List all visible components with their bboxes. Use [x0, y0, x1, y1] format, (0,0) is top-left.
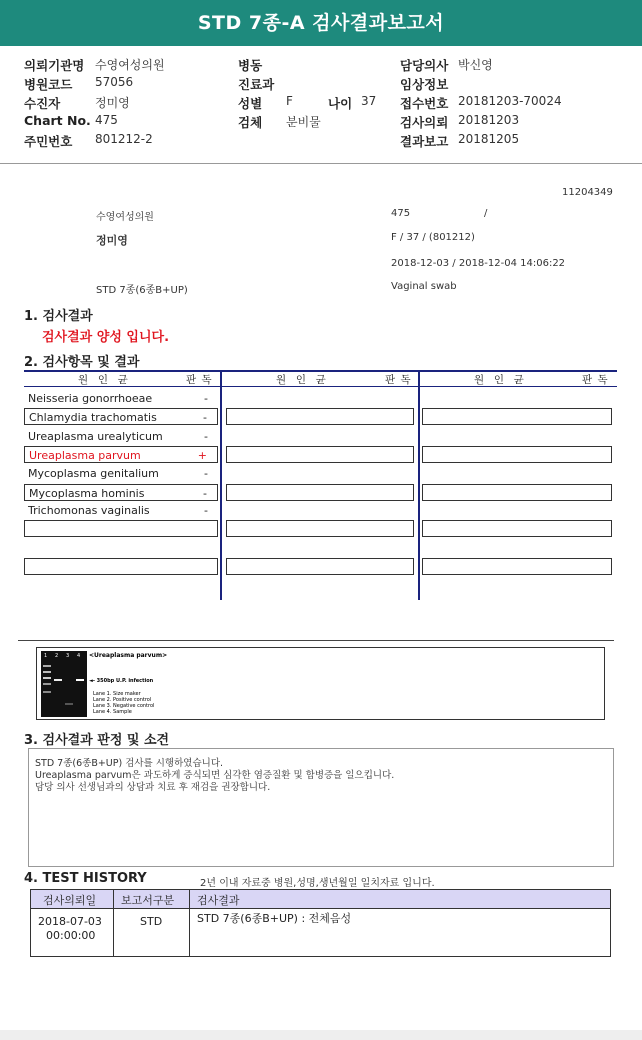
organism-name: Mycoplasma hominis	[29, 487, 145, 500]
gel-band	[54, 679, 62, 681]
history-col-divider	[189, 890, 190, 956]
result-row	[24, 484, 218, 501]
label-sex: 성별	[238, 96, 263, 111]
gel-image	[41, 651, 87, 717]
label-department: 진료과	[238, 77, 275, 92]
label-request-date: 검사의뢰	[400, 115, 449, 130]
history-header-date: 검사의뢰일	[43, 894, 97, 907]
result-row	[24, 428, 218, 445]
gel-legend: Lane 3. Negative control	[93, 703, 155, 709]
result-row	[24, 502, 218, 519]
label-receipt-number: 접수번호	[400, 96, 449, 111]
patient-name: 정미영	[95, 96, 130, 110]
hospital-code: 57056	[95, 75, 134, 89]
lane-number: 4	[77, 653, 81, 659]
specimen: 분비물	[286, 115, 321, 129]
label-report-date: 결과보고	[400, 134, 449, 149]
empty-row	[226, 446, 414, 463]
gel-band	[43, 665, 51, 667]
lane-number: 3	[66, 653, 70, 659]
section-4-title: 4. TEST HISTORY	[24, 871, 147, 886]
empty-row	[24, 520, 218, 537]
info-specimen: Vaginal swab	[391, 281, 457, 292]
col-head-organism-1: 원 인 균	[78, 374, 129, 386]
info-dates: 2018-12-03 / 2018-12-04 14:06:22	[391, 258, 566, 269]
gel-legend: Lane 1. Size maker	[93, 691, 141, 697]
organism-name: Mycoplasma genitalium	[28, 467, 159, 480]
info-test-name: STD 7종(6종B+UP)	[96, 285, 188, 296]
history-type: STD	[140, 915, 163, 928]
empty-row	[24, 558, 218, 575]
organism-name: Ureaplasma urealyticum	[28, 430, 163, 443]
section-divider	[18, 640, 614, 641]
empty-row	[226, 520, 414, 537]
result-row	[24, 408, 218, 425]
col-head-organism-2: 원 인 균	[276, 374, 327, 386]
opinion-box	[28, 748, 614, 867]
label-hospital-code: 병원코드	[24, 77, 73, 92]
info-sex-age: F / 37 / (801212)	[391, 232, 475, 243]
gel-electrophoresis-panel	[36, 647, 605, 720]
history-table	[30, 889, 611, 957]
empty-row	[226, 408, 414, 425]
judge-result: -	[204, 504, 208, 517]
judge-result: -	[203, 411, 207, 424]
label-ward: 병동	[238, 58, 263, 73]
label-patient: 수진자	[24, 96, 61, 111]
receipt-number: 20181203-70024	[458, 94, 562, 108]
gel-legend: Lane 4. Sample	[93, 709, 132, 715]
sex: F	[286, 94, 293, 108]
section-2-title: 2. 검사항목 및 결과	[24, 355, 140, 370]
opinion-line: Ureaplasma parvum은 과도하게 증식되면 심각한 염증질환 및 합병증을 일으킵니다.	[35, 770, 395, 781]
report-date: 20181205	[458, 132, 520, 146]
gel-title: <Ureaplasma parvum>	[89, 652, 168, 659]
column-divider-2	[418, 370, 420, 600]
positive-result-message: 검사결과 양성 입니다.	[42, 330, 170, 345]
gel-band	[43, 683, 51, 685]
label-resident-number: 주민번호	[24, 134, 73, 149]
organism-name: Ureaplasma parvum	[29, 449, 141, 462]
organism-name: Neisseria gonorrhoeae	[28, 392, 153, 405]
gel-band	[65, 703, 73, 705]
info-clinic: 수영여성의원	[96, 212, 154, 223]
result-row	[24, 465, 218, 482]
organism-name: Chlamydia trachomatis	[29, 411, 157, 424]
empty-row	[422, 446, 612, 463]
col-head-organism-3: 원 인 균	[474, 374, 525, 386]
history-note: 2년 이내 자료중 병원,성명,생년월일 일치자료 입니다.	[200, 878, 435, 889]
lab-code: 11204349	[562, 187, 613, 198]
info-slash: /	[484, 208, 488, 219]
info-chart: 475	[391, 208, 411, 219]
judge-result: +	[197, 449, 207, 462]
label-age: 나이	[328, 96, 353, 111]
col-head-judge-3: 판 독	[582, 374, 609, 386]
requesting-institution: 수영여성의원	[95, 58, 165, 72]
history-date: 2018-07-03	[38, 915, 102, 928]
empty-row	[422, 520, 612, 537]
header-divider	[0, 163, 642, 164]
judge-result: -	[204, 467, 208, 480]
age: 37	[361, 94, 377, 108]
info-patient-name: 정미영	[96, 234, 128, 247]
history-col-divider	[113, 890, 114, 956]
section-3-title: 3. 검사결과 판정 및 소견	[24, 733, 170, 748]
label-chart-no: Chart No.	[24, 113, 91, 128]
label-specimen: 검체	[238, 115, 263, 130]
history-result: STD 7종(6종B+UP) : 전체음성	[197, 912, 352, 925]
request-date: 20181203	[458, 113, 520, 127]
organism-name: Trichomonas vaginalis	[28, 504, 150, 517]
label-doctor: 담당의사	[400, 58, 449, 73]
history-table-header	[31, 890, 610, 909]
opinion-line: 담당 의사 선생님과의 상담과 치료 후 재검을 권장합니다.	[35, 782, 271, 793]
lane-number: 1	[44, 653, 48, 659]
footer-band	[0, 1030, 642, 1040]
chart-no: 475	[95, 113, 118, 127]
result-row-positive	[24, 446, 218, 463]
section-1-title: 1. 검사결과	[24, 309, 93, 324]
gel-band	[43, 677, 51, 679]
empty-row	[422, 558, 612, 575]
history-header-result: 검사결과	[197, 894, 240, 907]
empty-row	[226, 484, 414, 501]
report-title: STD 7종-A 검사결과보고서	[0, 0, 642, 46]
judge-result: -	[204, 392, 208, 405]
gel-band	[43, 691, 51, 693]
result-row	[24, 390, 218, 407]
doctor: 박신영	[458, 58, 493, 72]
gel-legend: Lane 2. Positive control	[93, 697, 152, 703]
resident-number: 801212-2	[95, 132, 153, 146]
opinion-line: STD 7종(6종B+UP) 검사를 시행하였습니다.	[35, 758, 224, 769]
empty-row	[422, 484, 612, 501]
lane-number: 2	[55, 653, 59, 659]
judge-result: -	[203, 487, 207, 500]
col-head-judge-1: 판 독	[186, 374, 213, 386]
col-head-judge-2: 판 독	[385, 374, 412, 386]
gel-arrow-label: ◄- 350bp U.P. infection	[89, 678, 154, 684]
gel-band	[76, 679, 84, 681]
label-clinical-info: 임상정보	[400, 77, 449, 92]
history-header-type: 보고서구분	[121, 894, 175, 907]
history-time: 00:00:00	[46, 929, 96, 942]
empty-row	[226, 558, 414, 575]
gel-band	[43, 671, 51, 673]
empty-row	[422, 408, 612, 425]
column-divider-1	[220, 370, 222, 600]
judge-result: -	[204, 430, 208, 443]
label-requesting-institution: 의뢰기관명	[24, 58, 85, 73]
